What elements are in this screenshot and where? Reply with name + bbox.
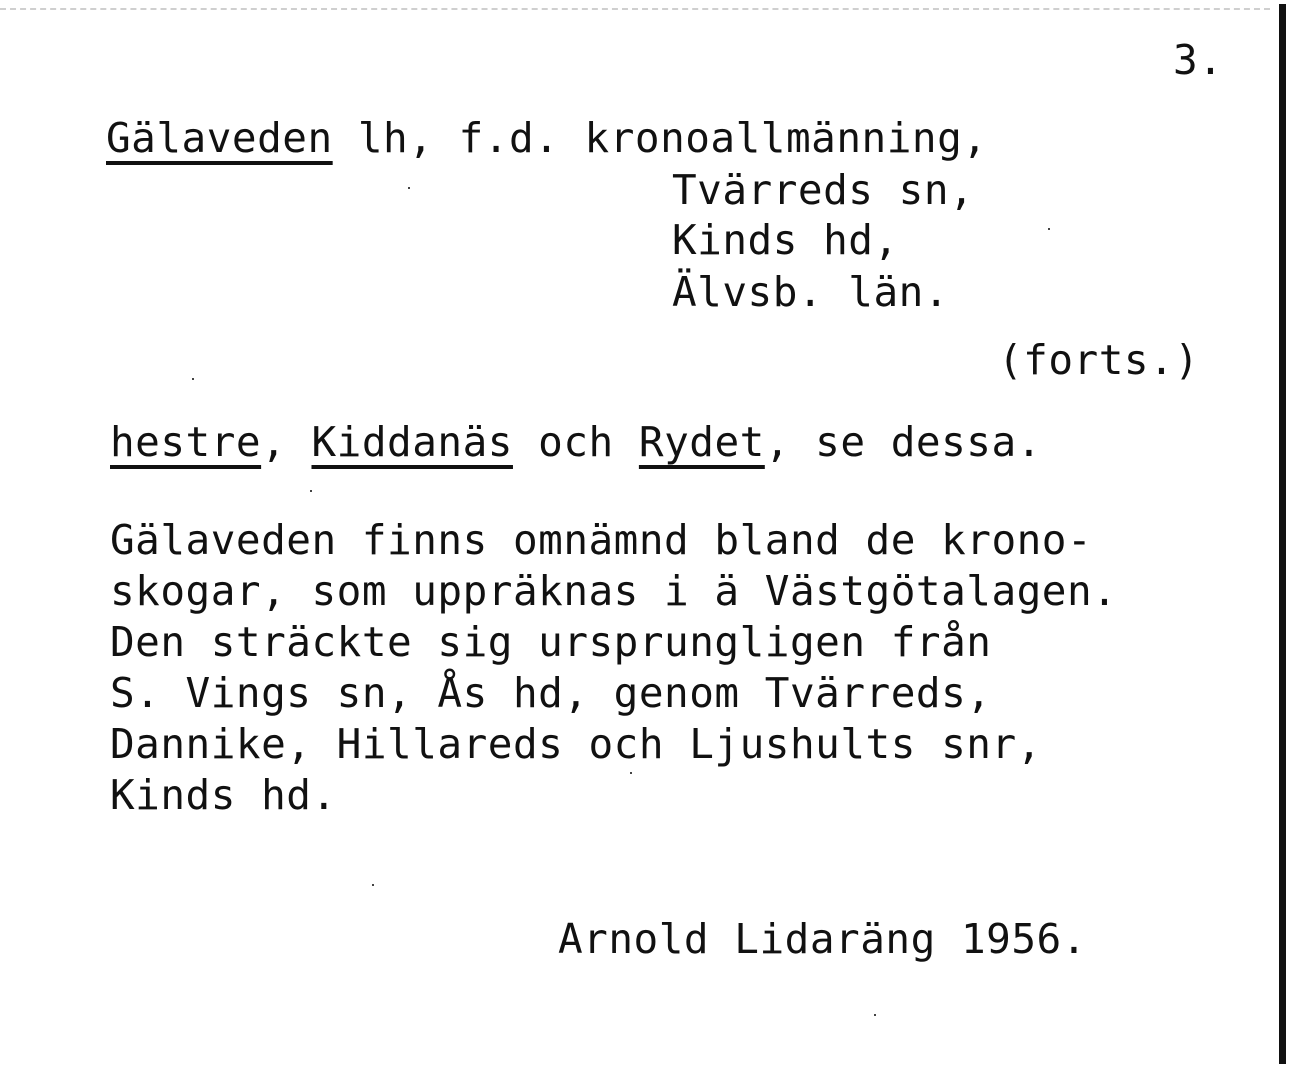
ink-speck — [408, 187, 410, 189]
crossref-sep-2: och — [512, 418, 639, 466]
place-designation: lh, f.d. — [332, 114, 585, 162]
ink-speck — [372, 884, 374, 886]
crossref-rydet: Rydet — [638, 418, 765, 466]
ink-speck — [874, 1014, 876, 1016]
body-line: S. Vings sn, Ås hd, genom Tvärreds, — [110, 669, 992, 717]
signature: Arnold Lidaräng 1956. — [558, 915, 1087, 963]
crossref-tail: , se dessa. — [764, 418, 1042, 466]
ink-speck — [192, 378, 194, 380]
ink-speck — [630, 772, 632, 774]
header-first-line — [106, 112, 987, 164]
district-line: Kinds hd, — [672, 216, 899, 264]
place-name: Gälaveden — [106, 114, 333, 162]
ink-speck — [310, 490, 312, 492]
card-top-edge — [0, 8, 1270, 10]
crossref-line — [110, 416, 1042, 468]
parish-line: Tvärreds sn, — [672, 166, 975, 214]
page-number: 3. — [1173, 36, 1224, 84]
crossref-sep-1: , — [261, 418, 312, 466]
county-line: Älvsb. län. — [672, 268, 950, 316]
body-line: Gälaveden finns omnämnd bland de krono- — [110, 516, 1093, 564]
body-line: Kinds hd. — [110, 771, 337, 819]
continued-note: (forts.) — [998, 336, 1200, 384]
ink-speck — [1048, 228, 1050, 230]
place-description: kronoallmänning, — [584, 114, 988, 162]
crossref-hestre: hestre — [110, 418, 262, 466]
body-line: skogar, som uppräknas i ä Västgötalagen. — [110, 567, 1118, 615]
card-right-edge — [1279, 4, 1286, 1064]
crossref-kiddanas: Kiddanäs — [311, 418, 513, 466]
body-line: Den sträckte sig ursprungligen från — [110, 618, 992, 666]
body-line: Dannike, Hillareds och Ljushults snr, — [110, 720, 1042, 768]
